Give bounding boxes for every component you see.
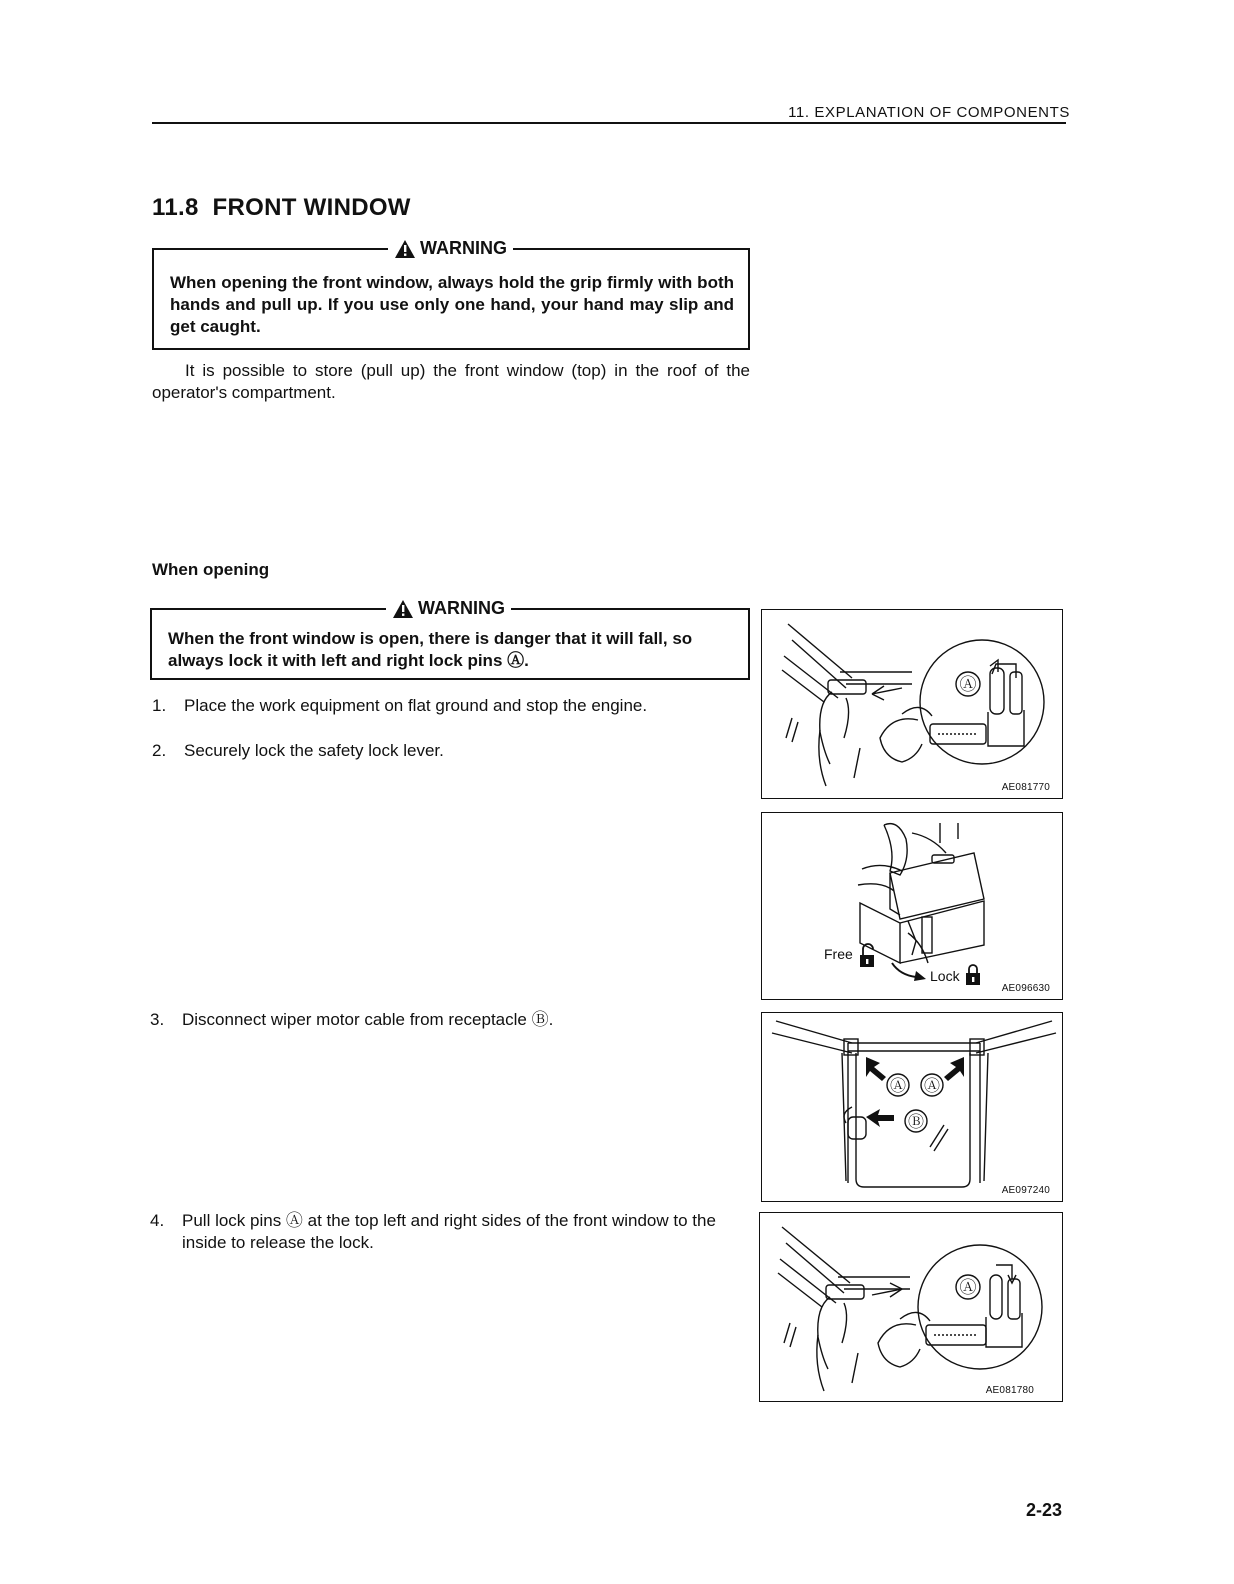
padlock-icon: [966, 965, 980, 985]
warning-label: WARNING: [418, 598, 505, 618]
illustration-window-pins: [762, 1013, 1063, 1202]
warning-heading: [386, 598, 511, 619]
step-item: [150, 1210, 750, 1254]
figure-code: AE096630: [1001, 983, 1050, 994]
figure-code: AE081770: [1001, 782, 1050, 793]
padlock-icon: [860, 944, 874, 967]
figure-window-pins: [761, 1012, 1063, 1202]
step-number: 2.: [152, 741, 167, 760]
callout-label: Ⓑ: [907, 1114, 925, 1131]
lever-lock-label: Lock: [930, 968, 960, 984]
warning-box: [150, 598, 750, 680]
warning-label: WARNING: [420, 238, 507, 258]
figure-release-pin: [759, 1212, 1063, 1402]
running-header: 11. EXPLANATION OF COMPONENTS: [788, 104, 1070, 121]
callout-label: Ⓐ: [889, 1078, 907, 1095]
callout-label: Ⓐ: [959, 675, 977, 694]
step-number: 3.: [150, 1010, 165, 1029]
figure-code: AE097240: [1001, 1185, 1050, 1196]
step-item: [150, 1009, 750, 1031]
illustration-lock-pin: [762, 610, 1063, 799]
warning-triangle-icon: [392, 599, 414, 619]
section-title: 11.8 FRONT WINDOW: [152, 194, 411, 221]
warning-heading: [388, 238, 513, 259]
illustration-release-pin: [760, 1213, 1063, 1402]
intro-paragraph: It is possible to store (pull up) the front window (top) in the roof of the operator's compartment.: [152, 361, 750, 402]
figure-code: AE081780: [985, 1385, 1034, 1396]
figure-safety-lever: [761, 812, 1063, 1000]
step-number: 4.: [150, 1211, 165, 1230]
step-text: Place the work equipment on flat ground and stop the engine.: [184, 696, 648, 715]
warning-text: When opening the front window, always hold the grip firmly with both hands and pull up. If you use only one hand, your hand may slip and get caught.: [170, 273, 734, 336]
warning-text: When the front window is open, there is danger that it will fall, so always lock it with left and right lock pins Ⓐ.: [168, 629, 693, 670]
subsection-title: When opening: [152, 560, 270, 579]
figure-lock-pin: [761, 609, 1063, 799]
illustration-safety-lever: [762, 813, 1063, 1000]
callout-label: Ⓐ: [959, 1278, 977, 1297]
step-number: 1.: [152, 696, 167, 715]
step-item: [152, 740, 752, 762]
page-number: 2-23: [1025, 1500, 1062, 1520]
warning-triangle-icon: [394, 239, 416, 259]
step-text: Disconnect wiper motor cable from receptacle Ⓑ.: [182, 1010, 554, 1029]
step-text: Pull lock pins Ⓐ at the top left and right sides of the front window to the inside to release the lock.: [182, 1211, 716, 1252]
callout-label: Ⓐ: [923, 1078, 941, 1095]
lever-free-label: Free: [824, 946, 853, 962]
step-text: Securely lock the safety lock lever.: [184, 741, 444, 760]
header-rule: [152, 122, 1066, 124]
step-item: [152, 695, 752, 717]
warning-box: [152, 238, 750, 350]
